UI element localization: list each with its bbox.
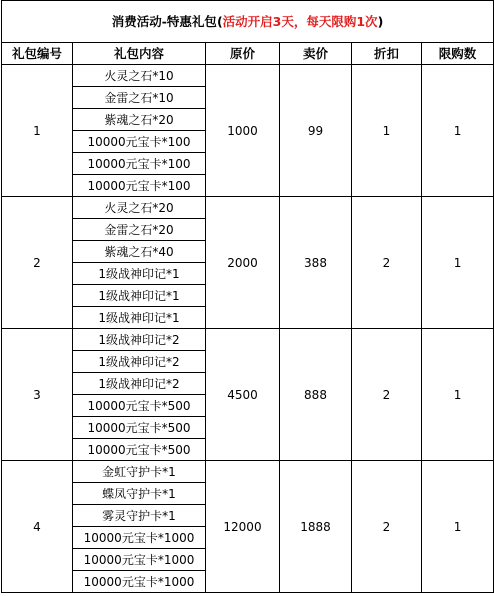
package-item-cell: 10000元宝卡*500 [73, 395, 206, 417]
package-item-cell: 金虹守护卡*1 [73, 461, 206, 483]
package-item-cell: 金雷之石*20 [73, 219, 206, 241]
package-item-cell: 紫魂之石*40 [73, 241, 206, 263]
package-id-cell: 1 [2, 65, 73, 197]
sale-price-cell: 388 [280, 197, 352, 329]
package-item-cell: 10000元宝卡*1000 [73, 549, 206, 571]
header-original-price: 原价 [206, 43, 280, 65]
original-price-cell: 1000 [206, 65, 280, 197]
sale-price-cell: 1888 [280, 461, 352, 593]
original-price-cell: 12000 [206, 461, 280, 593]
sale-price-cell: 888 [280, 329, 352, 461]
package-item-cell: 1级战神印记*2 [73, 373, 206, 395]
package-item-cell: 10000元宝卡*500 [73, 417, 206, 439]
package-item-cell: 火灵之石*10 [73, 65, 206, 87]
original-price-cell: 2000 [206, 197, 280, 329]
package-id-cell: 3 [2, 329, 73, 461]
package-item-cell: 10000元宝卡*1000 [73, 571, 206, 593]
gift-package-sheet [1, 0, 493, 593]
header-row [2, 43, 494, 65]
purchase-limit-cell: 1 [422, 197, 494, 329]
purchase-limit-cell: 1 [422, 461, 494, 593]
discount-cell: 1 [352, 65, 422, 197]
table-row [2, 65, 494, 87]
package-item-cell: 10000元宝卡*100 [73, 175, 206, 197]
header-discount: 折扣 [352, 43, 422, 65]
original-price-cell: 4500 [206, 329, 280, 461]
package-id-cell: 4 [2, 461, 73, 593]
discount-cell: 2 [352, 197, 422, 329]
purchase-limit-cell: 1 [422, 329, 494, 461]
table-body [2, 1, 494, 593]
package-item-cell: 1级战神印记*2 [73, 351, 206, 373]
title-main: 消费活动-特惠礼包 [111, 13, 217, 29]
package-item-cell: 雾灵守护卡*1 [73, 505, 206, 527]
header-sale-price: 卖价 [280, 43, 352, 65]
package-item-cell: 10000元宝卡*500 [73, 439, 206, 461]
package-item-cell: 紫魂之石*20 [73, 109, 206, 131]
package-item-cell: 10000元宝卡*1000 [73, 527, 206, 549]
package-item-cell: 火灵之石*20 [73, 197, 206, 219]
sale-price-cell: 99 [280, 65, 352, 197]
title-close-paren: ) [377, 13, 384, 29]
header-package-id: 礼包编号 [2, 43, 73, 65]
purchase-limit-cell: 1 [422, 65, 494, 197]
discount-cell: 2 [352, 329, 422, 461]
gift-package-table [1, 0, 494, 593]
package-item-cell: 金雷之石*10 [73, 87, 206, 109]
package-item-cell: 10000元宝卡*100 [73, 131, 206, 153]
header-purchase-limit: 限购数 [422, 43, 494, 65]
package-item-cell: 1级战神印记*1 [73, 285, 206, 307]
header-package-content: 礼包内容 [73, 43, 206, 65]
package-item-cell: 1级战神印记*1 [73, 263, 206, 285]
table-row [2, 329, 494, 351]
package-item-cell: 1级战神印记*1 [73, 307, 206, 329]
title-highlight: 活动开启3天，每天限购1次 [222, 13, 378, 29]
package-item-cell: 1级战神印记*2 [73, 329, 206, 351]
table-row [2, 461, 494, 483]
package-id-cell: 2 [2, 197, 73, 329]
table-title [2, 1, 494, 43]
title-row [2, 1, 494, 43]
table-row [2, 197, 494, 219]
title-open-paren: ( [216, 13, 223, 29]
package-item-cell: 10000元宝卡*100 [73, 153, 206, 175]
package-item-cell: 蝶凤守护卡*1 [73, 483, 206, 505]
discount-cell: 2 [352, 461, 422, 593]
